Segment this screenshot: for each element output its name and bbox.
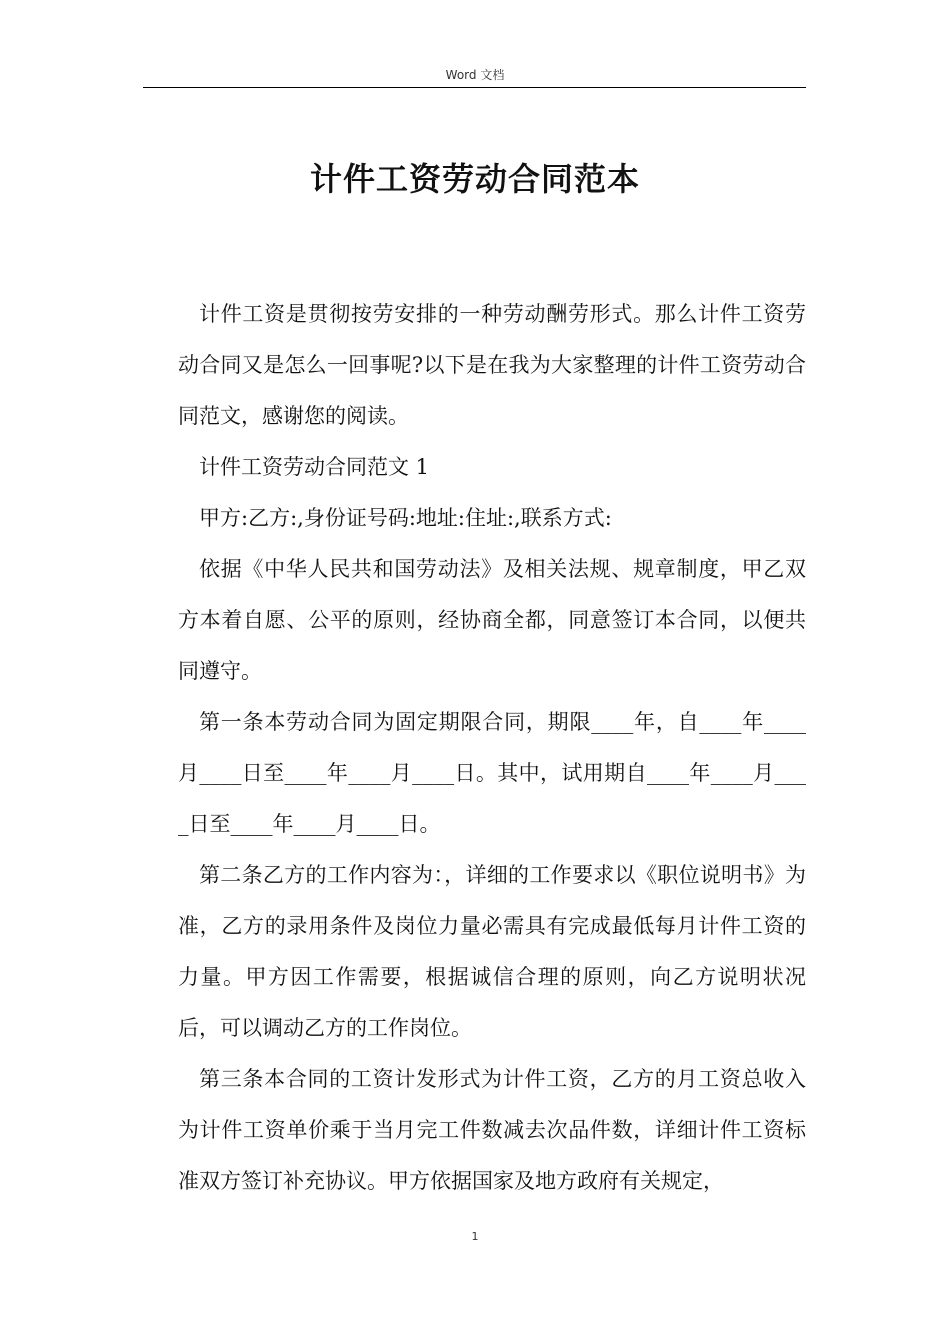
paragraph-intro: 计件工资是贯彻按劳安排的一种劳动酬劳形式。那么计件工资劳动合同又是怎么一回事呢?以下是在我为大家整理的计件工资劳动合同范文，感谢您的阅读。	[178, 302, 806, 428]
document-body	[178, 289, 806, 1207]
paragraph-article-2: 第二条乙方的工作内容为：，详细的工作要求以《职位说明书》为准，乙方的录用条件及岗位力量必需具有完成最低每月计件工资的力量。甲方因工作需要，根据诚信合理的原则，向乙方说明状况后，可以调动乙方的工作岗位。	[178, 863, 806, 1040]
page-header-label: Word 文档	[445, 68, 505, 82]
paragraph-article-3: 第三条本合同的工资计发形式为计件工资，乙方的月工资总收入为计件工资单价乘于当月完工件数减去次品件数，详细计件工资标准双方签订补充协议。甲方依据国家及地方政府有关规定，	[178, 1067, 806, 1193]
paragraph-article-1: 第一条本劳动合同为固定期限合同，期限____年，自____年____月____日至____年____月____日。其中，试用期自____年____月____日至____年____月____日。	[178, 710, 806, 836]
header-divider	[143, 87, 806, 88]
paragraph-parties: 甲方:乙方:,身份证号码:地址:住址:,联系方式:	[199, 506, 612, 530]
page-number: 1	[471, 1230, 479, 1243]
paragraph-legal-basis: 依据《中华人民共和国劳动法》及相关法规、规章制度，甲乙双方本着自愿、公平的原则，经协商全都，同意签订本合同，以便共同遵守。	[178, 557, 806, 683]
paragraph-sample-heading: 计件工资劳动合同范文 1	[199, 455, 430, 479]
document-title: 计件工资劳动合同范本	[309, 160, 640, 198]
